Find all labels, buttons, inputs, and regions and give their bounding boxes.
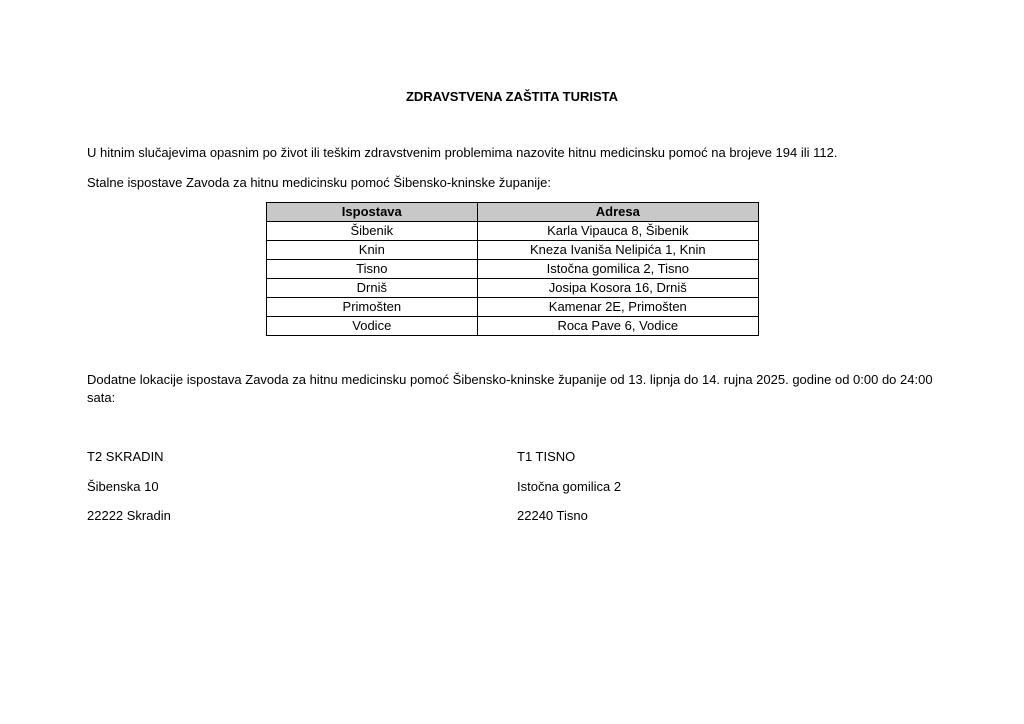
address-cell: Kamenar 2E, Primošten [477,298,758,317]
address-cell: Karla Vipauca 8, Šibenik [477,222,758,241]
additional-locations-intro-text: Dodatne lokacije ispostava Zavoda za hitnu medicinsku pomoć Šibensko-kninske županije od 13. lipnja do 14. rujna 2025. godine od 0:00 do 24:00 sata: [87,372,933,405]
location-tisno-city: 22240 Tisno [517,508,588,523]
address-cell: Kneza Ivaniša Nelipića 1, Knin [477,241,758,260]
location-skradin-street: Šibenska 10 [87,479,159,494]
location-skradin-city: 22222 Skradin [87,508,171,523]
station-cell: Knin [267,241,478,260]
table-row [267,222,759,241]
location-tisno-street: Istočna gomilica 2 [517,479,622,494]
stations-intro-text: Stalne ispostave Zavoda za hitnu medicinsku pomoć Šibensko-kninske županije: [87,175,551,190]
stations-table [266,202,759,336]
address-cell: Istočna gomilica 2, Tisno [477,260,758,279]
address-cell: Roca Pave 6, Vodice [477,317,758,336]
column-header-address: Adresa [477,203,758,222]
emergency-intro-text: U hitnim slučajevima opasnim po život ili teškim zdravstvenim problemima nazovite hitnu medicinsku pomoć na brojeve 194 ili 112. [87,145,838,160]
table-row [267,260,759,279]
location-tisno-name: T1 TISNO [517,449,576,464]
table-header-row [267,203,759,222]
document-title: ZDRAVSTVENA ZAŠTITA TURISTA [405,89,619,104]
table-row [267,298,759,317]
station-cell: Šibenik [267,222,478,241]
location-skradin-name: T2 SKRADIN [87,449,164,464]
station-cell: Drniš [267,279,478,298]
table-row [267,241,759,260]
table-row [267,317,759,336]
station-cell: Primošten [267,298,478,317]
column-header-station: Ispostava [267,203,478,222]
station-cell: Tisno [267,260,478,279]
table-row [267,279,759,298]
station-cell: Vodice [267,317,478,336]
address-cell: Josipa Kosora 16, Drniš [477,279,758,298]
